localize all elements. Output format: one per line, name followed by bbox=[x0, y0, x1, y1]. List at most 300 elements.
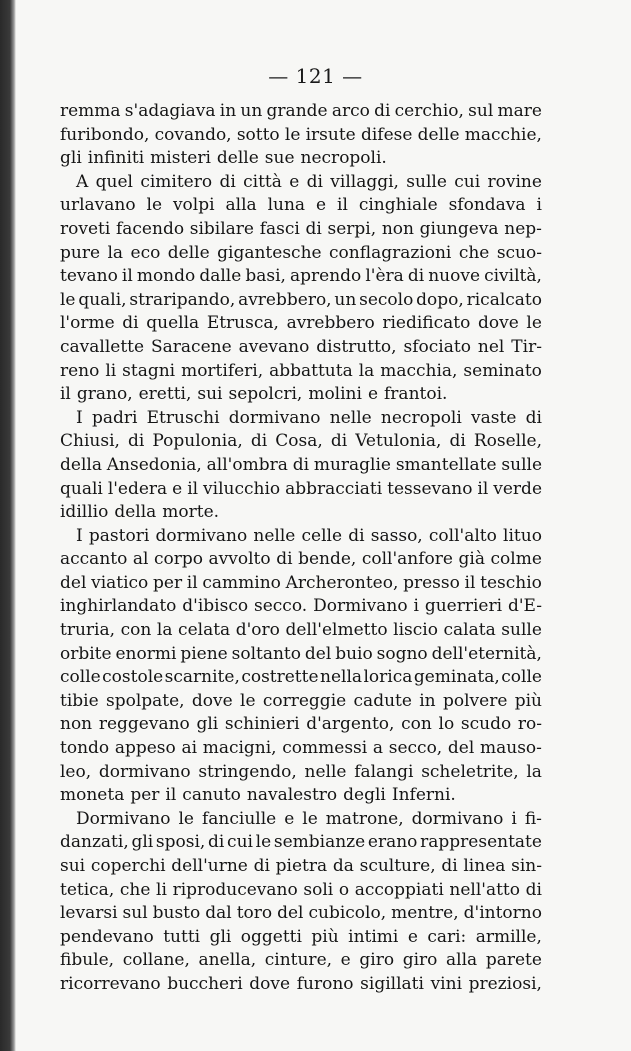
text-word: liscio bbox=[393, 620, 438, 641]
text-word: gli bbox=[209, 926, 232, 947]
text-word: ricorrevano bbox=[60, 973, 161, 994]
text-word: collane, bbox=[122, 950, 190, 971]
text-word: secco, bbox=[388, 738, 443, 759]
text-line bbox=[60, 761, 542, 785]
text-word: avrebbero, bbox=[238, 289, 332, 310]
text-word: covando, bbox=[154, 124, 232, 145]
text-word: basi, bbox=[245, 266, 286, 287]
text-word: truria, bbox=[60, 620, 116, 641]
text-word: polvere bbox=[442, 690, 508, 711]
text-word: geminata, bbox=[413, 667, 500, 688]
text-line bbox=[60, 383, 542, 407]
text-word: schinieri bbox=[224, 714, 300, 735]
text-word: Etrusca, bbox=[206, 313, 279, 334]
text-word: cui bbox=[227, 832, 253, 853]
text-word: Inferni. bbox=[391, 785, 456, 806]
text-word: sibilare bbox=[189, 218, 254, 239]
text-word: cerchio, bbox=[394, 101, 464, 121]
text-word: alla bbox=[225, 195, 257, 216]
text-word: del bbox=[447, 738, 475, 759]
text-line bbox=[60, 572, 542, 596]
text-word: Dormivano bbox=[313, 596, 408, 617]
text-word: soli bbox=[303, 879, 334, 900]
text-word: di bbox=[250, 431, 268, 452]
text-word: di bbox=[374, 101, 391, 121]
text-word: mondo bbox=[136, 266, 196, 287]
text-word: sul bbox=[468, 101, 494, 121]
text-word: l'èra bbox=[365, 266, 404, 287]
text-word: gigantesche bbox=[217, 242, 322, 263]
text-word: la bbox=[156, 620, 173, 641]
text-word: molini bbox=[308, 384, 362, 405]
text-word: sembianze bbox=[273, 832, 366, 853]
text-word: il bbox=[337, 195, 348, 216]
text-word: colle bbox=[60, 667, 101, 688]
text-word: sotto bbox=[236, 124, 280, 145]
text-word: calata bbox=[443, 620, 496, 641]
text-word: dal bbox=[205, 903, 232, 924]
text-word: sasso, bbox=[370, 525, 423, 546]
text-word: delle bbox=[216, 148, 259, 169]
text-word: sepolcri, bbox=[228, 384, 303, 405]
text-word: guerrieri bbox=[424, 596, 503, 617]
text-word: di bbox=[306, 171, 323, 192]
text-word: il bbox=[186, 572, 198, 593]
text-word: del bbox=[60, 572, 87, 593]
text-word: l'orme bbox=[60, 313, 115, 334]
text-line bbox=[60, 478, 542, 502]
text-word: accanto bbox=[60, 549, 128, 570]
text-word: secolo bbox=[359, 289, 414, 310]
text-word: la bbox=[107, 242, 124, 263]
text-word: gli bbox=[60, 148, 82, 169]
text-word: con bbox=[401, 714, 432, 735]
text-line bbox=[60, 879, 542, 903]
text-word: per bbox=[130, 785, 160, 806]
text-word: levarsi bbox=[60, 903, 118, 924]
text-word: grano, bbox=[76, 384, 133, 405]
text-word: nella bbox=[320, 667, 363, 688]
text-line bbox=[60, 501, 542, 525]
text-word: cubicolo, bbox=[308, 903, 387, 924]
text-word: già bbox=[458, 549, 485, 570]
text-word: coll'anfore bbox=[361, 549, 453, 570]
text-word: delle bbox=[417, 124, 460, 145]
text-word: e bbox=[407, 926, 418, 947]
text-word: le bbox=[60, 289, 76, 310]
text-word: cui bbox=[454, 171, 481, 192]
text-word: lo bbox=[438, 714, 455, 735]
text-word: presso bbox=[403, 572, 460, 593]
text-word: stagni bbox=[122, 360, 176, 381]
text-word: cinghiale bbox=[358, 195, 438, 216]
text-word: cari: bbox=[427, 926, 467, 947]
text-word: mauso- bbox=[479, 738, 542, 759]
text-word: A bbox=[76, 171, 89, 192]
text-word: non bbox=[381, 218, 414, 239]
text-word: I bbox=[76, 525, 83, 546]
text-word: di bbox=[292, 454, 310, 475]
text-word: commessi bbox=[282, 738, 368, 759]
text-word: giro bbox=[402, 950, 438, 971]
text-word: armille, bbox=[475, 926, 542, 947]
text-line bbox=[60, 171, 542, 195]
body-text bbox=[60, 100, 542, 997]
text-word: erano bbox=[367, 832, 418, 853]
text-word: le bbox=[284, 124, 301, 145]
text-word: ro- bbox=[517, 714, 542, 735]
text-line bbox=[60, 289, 542, 313]
text-word: tondo bbox=[60, 738, 110, 759]
text-word: mare bbox=[497, 101, 542, 121]
text-word: sfociato bbox=[403, 336, 471, 357]
text-word: d'argento, bbox=[306, 714, 395, 735]
text-word: e bbox=[284, 808, 295, 829]
text-word: necropoli bbox=[380, 407, 462, 428]
text-word: accoppiati bbox=[354, 879, 444, 900]
text-word: di bbox=[525, 407, 542, 428]
text-line bbox=[60, 737, 542, 761]
text-word: orbite bbox=[60, 643, 112, 664]
text-word: fibule, bbox=[60, 950, 115, 971]
text-word: macchia, bbox=[380, 360, 458, 381]
text-word: costole bbox=[102, 667, 164, 688]
text-word: d'intorno bbox=[463, 903, 542, 924]
text-line bbox=[60, 407, 542, 431]
text-word: macigni, bbox=[202, 738, 277, 759]
text-word: Saracene bbox=[151, 336, 232, 357]
text-word: di bbox=[219, 171, 236, 192]
text-line bbox=[60, 690, 542, 714]
text-word: sigillati bbox=[360, 973, 424, 994]
text-word: dopo, bbox=[416, 289, 464, 310]
text-word: misteri bbox=[150, 148, 211, 169]
text-word: città bbox=[243, 171, 282, 192]
text-word: stringendo, bbox=[198, 761, 297, 782]
text-word: nep- bbox=[504, 218, 542, 239]
text-word: seminato bbox=[463, 360, 542, 381]
text-word: dell'eternità, bbox=[431, 643, 542, 664]
text-word: verde bbox=[493, 478, 542, 499]
text-line bbox=[60, 218, 542, 242]
text-word: giungeva bbox=[419, 218, 499, 239]
text-word: e bbox=[340, 950, 351, 971]
text-word: distrutto, bbox=[316, 336, 397, 357]
text-word: per bbox=[153, 572, 183, 593]
text-word: bende, bbox=[298, 549, 357, 570]
text-word: teschio bbox=[480, 572, 542, 593]
text-word: la bbox=[358, 360, 375, 381]
text-line bbox=[60, 973, 542, 997]
text-word: sfondava bbox=[448, 195, 526, 216]
text-word: abbattuta bbox=[269, 360, 353, 381]
text-word: appeso bbox=[114, 738, 176, 759]
text-word: padri bbox=[91, 407, 138, 428]
text-line bbox=[60, 336, 542, 360]
text-word: che bbox=[458, 242, 490, 263]
text-word: Dormivano bbox=[76, 808, 171, 829]
text-word: di bbox=[449, 431, 466, 452]
text-word: cinture, bbox=[264, 950, 333, 971]
text-word: sue bbox=[264, 148, 295, 169]
text-word: smantellate bbox=[395, 454, 497, 475]
text-word: buccheri bbox=[167, 973, 243, 994]
text-word: eco bbox=[130, 242, 161, 263]
page-number: — 121 — bbox=[268, 64, 363, 88]
text-word: reno bbox=[60, 360, 100, 381]
text-word: nuove bbox=[428, 266, 481, 287]
text-word: di bbox=[127, 431, 145, 452]
text-word: eretti, bbox=[138, 384, 192, 405]
text-word: mortiferi, bbox=[181, 360, 264, 381]
text-word: cavallette bbox=[60, 336, 145, 357]
text-line bbox=[60, 430, 542, 454]
text-word: nelle bbox=[304, 761, 347, 782]
text-word: all'ombra bbox=[206, 454, 288, 475]
text-line bbox=[60, 666, 542, 690]
text-word: un bbox=[334, 289, 357, 310]
text-line bbox=[60, 124, 542, 148]
text-line bbox=[60, 194, 542, 218]
text-word: avvolto bbox=[208, 549, 271, 570]
text-word: frantoi. bbox=[384, 384, 448, 405]
text-word: quali, bbox=[78, 289, 127, 310]
text-word: inghirlandato bbox=[60, 596, 177, 617]
text-word: pendevano bbox=[60, 926, 154, 947]
text-word: sin- bbox=[511, 856, 542, 876]
text-word: vilucchio bbox=[203, 478, 281, 499]
text-line bbox=[60, 619, 542, 643]
text-line bbox=[60, 548, 542, 572]
text-word: sogno bbox=[376, 643, 428, 664]
text-word: ai bbox=[181, 738, 198, 759]
text-word: Tir- bbox=[511, 336, 542, 357]
text-word: l'edera bbox=[107, 478, 168, 499]
text-word: lituo bbox=[503, 525, 542, 546]
text-line bbox=[60, 525, 542, 549]
text-word: con bbox=[120, 620, 152, 641]
text-line bbox=[60, 265, 542, 289]
text-word: grande bbox=[266, 101, 328, 121]
text-word: tutti bbox=[163, 926, 201, 947]
text-word: macchie, bbox=[464, 124, 542, 145]
text-word: dormivano bbox=[98, 761, 191, 782]
text-word: i bbox=[536, 195, 542, 216]
text-word: del bbox=[277, 903, 304, 924]
text-word: Ansedonia, bbox=[106, 454, 202, 475]
text-word: di bbox=[208, 832, 225, 853]
text-word: e bbox=[289, 171, 300, 192]
text-word: pastori bbox=[88, 525, 150, 546]
text-word: celle bbox=[301, 525, 343, 546]
text-word: le bbox=[240, 690, 256, 711]
text-line bbox=[60, 595, 542, 619]
text-word: riproducevano bbox=[172, 879, 298, 900]
text-word: vini bbox=[430, 973, 463, 994]
text-word: oggetti bbox=[240, 926, 302, 947]
text-word: cadute bbox=[353, 690, 412, 711]
text-word: roveti bbox=[60, 218, 111, 239]
text-word: nelle bbox=[253, 525, 296, 546]
text-word: dell'urne bbox=[171, 856, 248, 876]
text-line bbox=[60, 949, 542, 973]
text-word: sui bbox=[197, 384, 223, 405]
text-word: civiltà, bbox=[484, 266, 542, 287]
text-line bbox=[60, 643, 542, 667]
text-word: dell'elmetto bbox=[285, 620, 388, 641]
text-word: toro bbox=[236, 903, 273, 924]
text-word: corpo bbox=[154, 549, 203, 570]
text-word: fasci bbox=[259, 218, 300, 239]
text-word: cimitero bbox=[140, 171, 213, 192]
text-word: d'ibisco bbox=[182, 596, 249, 617]
text-word: muraglie bbox=[313, 454, 391, 475]
text-word: cammino bbox=[202, 572, 281, 593]
text-word: sulle bbox=[501, 620, 542, 641]
text-word: fanciulle bbox=[201, 808, 277, 829]
text-word: buio bbox=[335, 643, 373, 664]
text-word: delle bbox=[167, 242, 210, 263]
text-word: o bbox=[338, 879, 350, 900]
text-word: arco bbox=[331, 101, 370, 121]
text-word: viatico bbox=[91, 572, 149, 593]
text-word: reggevano bbox=[98, 714, 190, 735]
text-word: furono bbox=[296, 973, 354, 994]
text-word: busto bbox=[152, 903, 201, 924]
text-word: remma bbox=[60, 101, 121, 121]
text-word: i bbox=[413, 596, 419, 617]
text-word: dalle bbox=[199, 266, 242, 287]
text-word: li bbox=[156, 879, 167, 900]
text-word: spolpate, bbox=[105, 690, 185, 711]
text-word: furibondo, bbox=[60, 124, 150, 145]
text-word: li bbox=[105, 360, 117, 381]
text-word: nell'atto bbox=[449, 879, 520, 900]
text-word: scuo- bbox=[496, 242, 542, 263]
text-line bbox=[60, 926, 542, 950]
page-binding-edge bbox=[0, 0, 16, 1051]
text-word: le bbox=[146, 195, 163, 216]
text-line bbox=[60, 784, 542, 808]
text-word: avevano bbox=[238, 336, 310, 357]
text-word: ricalcato bbox=[466, 289, 542, 310]
text-word: Vetulonia, bbox=[355, 431, 442, 452]
text-word: scudo bbox=[460, 714, 512, 735]
text-word: facendo bbox=[115, 218, 185, 239]
text-word: pure bbox=[60, 242, 101, 263]
text-word: di bbox=[407, 266, 425, 287]
text-word: dormivano bbox=[411, 808, 504, 829]
text-word: abbracciati bbox=[285, 478, 383, 499]
text-line bbox=[60, 902, 542, 926]
text-word: parete bbox=[485, 950, 542, 971]
text-line bbox=[60, 242, 542, 266]
text-word: Chiusi, bbox=[60, 431, 120, 452]
text-word: quella bbox=[146, 313, 200, 334]
text-word: morte. bbox=[162, 502, 220, 523]
text-word: più bbox=[514, 690, 542, 711]
text-word: il bbox=[187, 478, 199, 499]
text-word: sul bbox=[122, 903, 148, 924]
text-word: irsute bbox=[305, 124, 356, 145]
text-word: luna bbox=[267, 195, 306, 216]
text-word: coperchi bbox=[90, 856, 166, 876]
text-word: il bbox=[60, 384, 71, 405]
text-word: di bbox=[525, 879, 542, 900]
text-word: infiniti bbox=[87, 148, 145, 169]
text-word: della bbox=[114, 502, 157, 523]
text-word: al bbox=[132, 549, 149, 570]
text-word: tetica, bbox=[60, 879, 115, 900]
text-word: le bbox=[178, 808, 194, 829]
text-word: scarnite, bbox=[164, 667, 240, 688]
text-word: idillio bbox=[60, 502, 109, 523]
text-word: in bbox=[219, 101, 237, 121]
text-word: quali bbox=[60, 478, 103, 499]
text-word: dormivano bbox=[228, 407, 321, 428]
text-word: conflagrazioni bbox=[329, 242, 452, 263]
text-word: le bbox=[302, 808, 318, 829]
text-word: sui bbox=[60, 856, 86, 876]
text-word: di bbox=[305, 218, 322, 239]
text-word: intimi bbox=[348, 926, 399, 947]
text-word: enormi bbox=[115, 643, 177, 664]
text-word: tevano bbox=[60, 266, 118, 287]
text-word: nel bbox=[477, 336, 505, 357]
text-word: d'E- bbox=[507, 596, 542, 617]
text-word: straripando, bbox=[129, 289, 236, 310]
text-word: difese bbox=[360, 124, 413, 145]
text-word: riedificato bbox=[382, 313, 471, 334]
text-word: serpi, bbox=[327, 218, 377, 239]
text-word: un bbox=[240, 101, 263, 121]
text-word: volpi bbox=[172, 195, 215, 216]
text-word: moneta bbox=[60, 785, 125, 806]
text-word: anella, bbox=[198, 950, 257, 971]
text-word: sulle bbox=[406, 171, 447, 192]
text-word: Roselle, bbox=[473, 431, 542, 452]
text-word: urlavano bbox=[60, 195, 136, 216]
text-word: linea bbox=[463, 856, 506, 876]
text-word: mentre, bbox=[391, 903, 459, 924]
text-word: gli bbox=[196, 714, 219, 735]
text-word: più bbox=[311, 926, 339, 947]
text-word: secco. bbox=[254, 596, 308, 617]
text-word: del bbox=[304, 643, 332, 664]
text-word: aprendo bbox=[289, 266, 362, 287]
text-word: degli bbox=[343, 785, 386, 806]
text-word: la bbox=[526, 761, 542, 782]
text-word: canuto bbox=[182, 785, 241, 806]
text-word: villaggi, bbox=[330, 171, 399, 192]
text-word: nelle bbox=[329, 407, 372, 428]
text-word: lorica bbox=[363, 667, 413, 688]
text-word: I bbox=[76, 407, 83, 428]
text-line bbox=[60, 713, 542, 737]
text-word: gli bbox=[131, 832, 154, 853]
text-word: dove bbox=[249, 973, 291, 994]
text-word: rappresentate bbox=[420, 832, 542, 853]
text-word: coll'alto bbox=[428, 525, 497, 546]
text-word: e bbox=[172, 478, 183, 499]
text-word: il bbox=[165, 785, 177, 806]
text-word: il bbox=[464, 572, 476, 593]
text-line bbox=[60, 808, 542, 832]
text-word: tibie bbox=[60, 690, 99, 711]
text-word: le bbox=[255, 832, 272, 853]
text-word: leo, bbox=[60, 761, 92, 782]
text-word: i bbox=[511, 808, 517, 829]
